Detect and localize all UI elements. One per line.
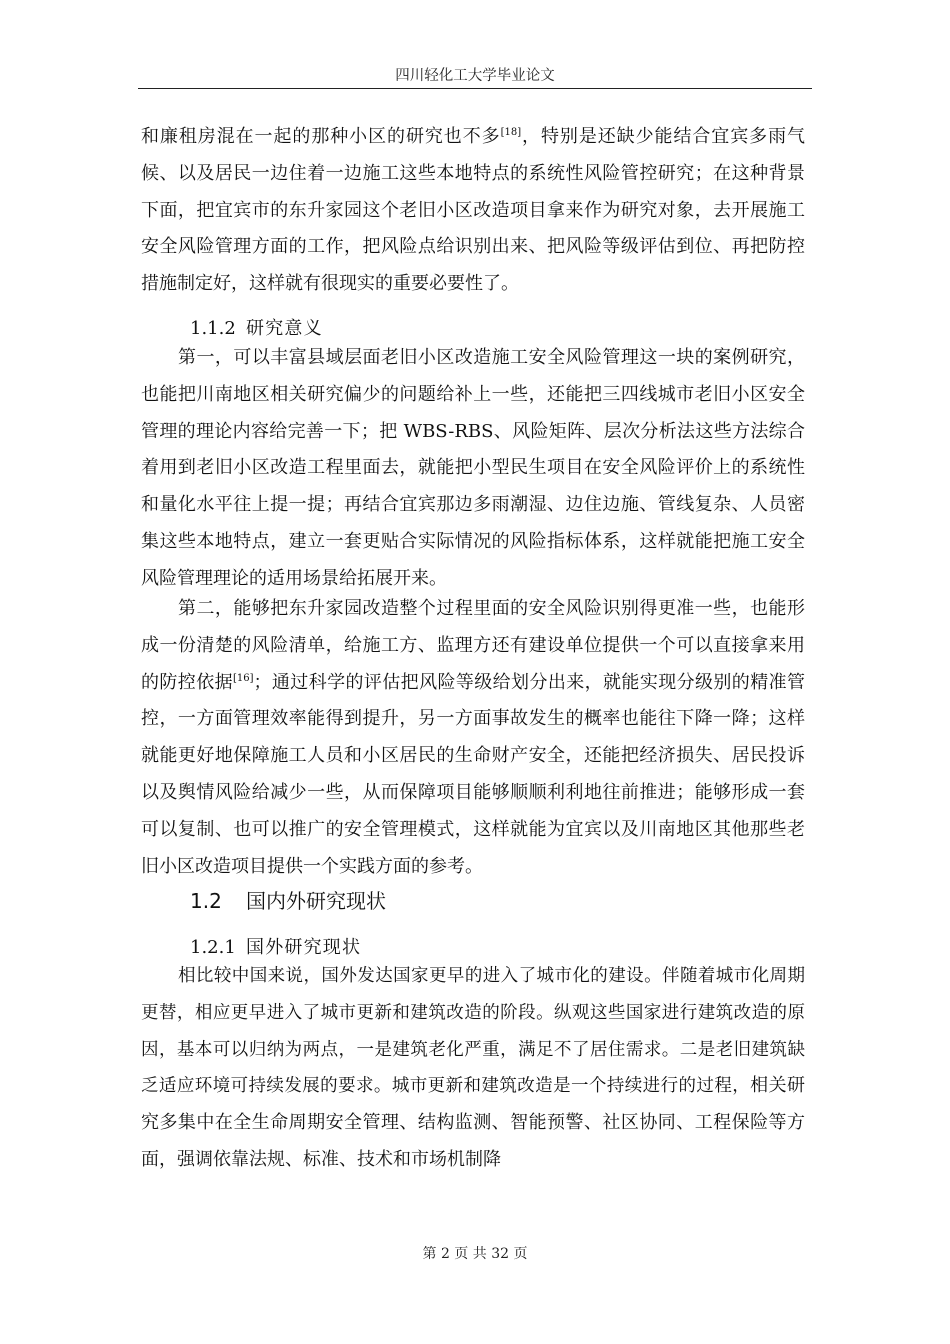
citation-16: [16] bbox=[232, 672, 254, 684]
page-footer bbox=[0, 1243, 950, 1263]
heading-1-2-1-title: 国外研究现状 bbox=[246, 937, 362, 958]
paragraph-3-part-a: 第二，能够把东升家园改造整个过程里面的安全风险识别得更准一些，也能形成一份清楚的风险清单，给施工方、监理方还有建设单位提供一个可以直接拿来用的防控依据 bbox=[141, 598, 805, 693]
heading-1-1-2-title: 研究意义 bbox=[246, 318, 323, 339]
paragraph-1-part-b: ，特别是还缺少能结合宜宾多雨气候、以及居民一边住着一边施工这些本地特点的系统性风险管控研究；在这种背景下面，把宜宾市的东升家园这个老旧小区改造项目拿来作为研究对象，去开展施工安全风险管理方面的工作，把风险点给识别出来、把风险等级评估到位、再把防控措施制定好，这样就有很现实的重要必要性了。 bbox=[141, 126, 806, 295]
heading-1-2 bbox=[190, 885, 386, 914]
paragraph-2 bbox=[141, 340, 805, 598]
heading-1-2-title: 国内外研究现状 bbox=[246, 889, 386, 913]
paragraph-3-text bbox=[141, 591, 805, 885]
paragraph-4-text bbox=[141, 958, 805, 1179]
page-number: 第 2 页 共 32 页 bbox=[422, 1246, 528, 1262]
page-header bbox=[138, 66, 812, 89]
heading-1-1-2-number: 1.1.2 bbox=[190, 318, 236, 339]
paragraph-1-part-a: 和廉租房混在一起的那种小区的研究也不多 bbox=[141, 126, 501, 147]
paragraph-4 bbox=[141, 958, 805, 1179]
paragraph-3 bbox=[141, 591, 805, 885]
paragraph-1 bbox=[141, 119, 805, 303]
paragraph-1-text bbox=[141, 119, 805, 303]
citation-18: [18] bbox=[500, 127, 522, 138]
paragraph-3-part-b: ；通过科学的评估把风险等级给划分出来，就能实现分级别的精准管控，一方面管理效率能得到提升，另一方面事故发生的概率也能往下降一降；这样就能更好地保障施工人员和小区居民的生命财产安全，还能把经济损失、居民投诉以及舆情风险给减少一些，从而保障项目能够顺顺利利地往前推进；能够形成一套可以复制、也可以推广的安全管理模式，这样就能为宜宾以及川南地区其他那些老旧小区改造项目提供一个实践方面的参考。 bbox=[141, 671, 806, 877]
heading-1-2-1 bbox=[190, 933, 361, 959]
paragraph-4-serif-part: 相关研究多集中在全生命周期安全管理、结构监测、智能预警、社区协同、工程保险等方面，强调依靠法规、标准、技术和市场机制降 bbox=[141, 1075, 806, 1170]
paragraph-2-text: 第一，可以丰富县域层面老旧小区改造施工安全风险管理这一块的案例研究，也能把川南地区相关研究偏少的问题给补上一些，还能把三四线城市老旧小区安全管理的理论内容给完善一下；把 WBS-RBS、风险矩阵、层次分析法这些方法综合着用到老旧小区改造工程里面去，就能把小型民生项目在安全风险评价上的系统性和量化水平往上提一提；再结合宜宾那边多雨潮湿、边住边施、管线复杂、人员密集这些本地特点，建立一套更贴合实际情况的风险指标体系，这样就能把施工安全风险管理理论的适用场景给拓展开来。 bbox=[141, 347, 805, 589]
heading-1-1-2 bbox=[190, 314, 323, 340]
heading-1-2-number: 1.2 bbox=[190, 889, 222, 913]
header-title: 四川轻化工大学毕业论文 bbox=[395, 68, 555, 84]
heading-1-2-1-number: 1.2.1 bbox=[190, 937, 236, 958]
paragraph-4-sans-part: 相比较中国来说，国外发达国家更早的进入了城市化的建设。伴随着城市化周期更替，相应更早进入了城市更新和建筑改造的阶段。纵观这些国家进行建筑改造的原因，基本可以归纳为两点，一是建筑老化严重，满足不了居住需求。二是老旧建筑缺乏适应环境可持续发展的要求。城市更新和建筑改造是一个持续进行的过程， bbox=[141, 966, 805, 1097]
